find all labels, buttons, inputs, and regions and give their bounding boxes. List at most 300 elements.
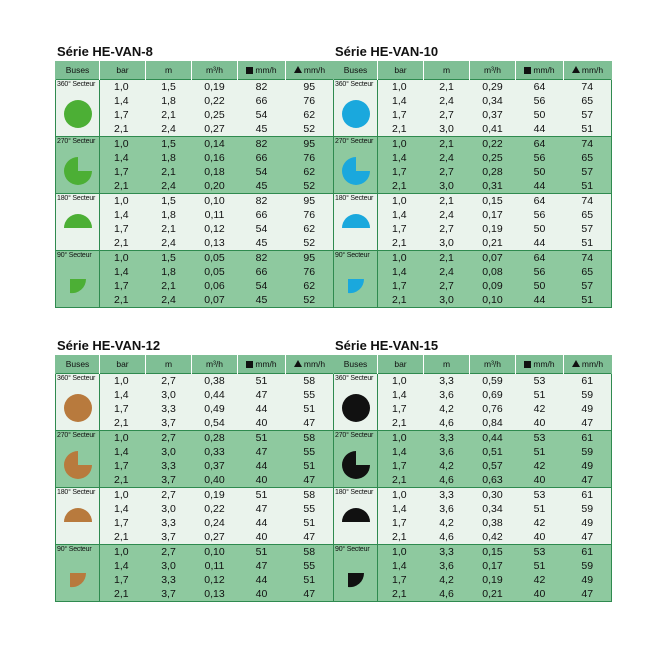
spec-table [333, 61, 612, 308]
table-cell: 0,84 [470, 416, 516, 431]
table-cell: 47 [564, 473, 612, 488]
table-cell: 58 [286, 545, 334, 560]
table-cell: 55 [286, 388, 334, 402]
column-header-label: mm/h [533, 65, 555, 75]
table-cell: 0,19 [192, 80, 238, 95]
table-cell: 45 [238, 179, 286, 194]
column-header [286, 61, 334, 80]
table-cell: 1,7 [378, 165, 424, 179]
column-header-label: m [164, 359, 173, 369]
table-cell: 56 [516, 94, 564, 108]
table-row [56, 374, 334, 389]
table-cell: 3,0 [146, 445, 192, 459]
table-cell: 2,1 [424, 80, 470, 95]
sector-cell [334, 488, 378, 545]
sector-cell [334, 431, 378, 488]
table-cell: 0,07 [470, 251, 516, 266]
column-header-label: Buses [343, 65, 368, 75]
table-cell: 0,40 [192, 473, 238, 488]
table-cell: 0,27 [192, 122, 238, 137]
table-cell: 4,6 [424, 530, 470, 545]
table-cell: 3,0 [146, 388, 192, 402]
table-cell: 1,0 [378, 488, 424, 503]
table-cell: 1,4 [378, 151, 424, 165]
table-cell: 1,7 [100, 516, 146, 530]
table-row [56, 251, 334, 266]
table-cell: 59 [564, 388, 612, 402]
table-cell: 51 [516, 388, 564, 402]
series-title: Série HE-VAN-15 [335, 338, 439, 353]
table-cell: 1,4 [100, 559, 146, 573]
sector-label: 180° Secteur [57, 195, 96, 202]
table-cell: 1,4 [378, 388, 424, 402]
column-header-label: bar [116, 65, 129, 75]
table-cell: 51 [238, 374, 286, 389]
sector-90-icon [341, 270, 371, 300]
table-cell: 51 [564, 293, 612, 308]
table-cell: 45 [238, 293, 286, 308]
table-cell: 1,0 [100, 251, 146, 266]
table-cell: 0,10 [192, 194, 238, 209]
spec-table [55, 355, 334, 602]
table-cell: 4,2 [424, 573, 470, 587]
table-cell: 65 [564, 94, 612, 108]
table-cell: 51 [564, 122, 612, 137]
table-cell: 0,25 [192, 108, 238, 122]
sector-shape [64, 100, 92, 128]
column-header [334, 355, 378, 374]
table-cell: 1,0 [378, 374, 424, 389]
sector-shape [348, 573, 364, 587]
table-cell: 4,2 [424, 459, 470, 473]
table-cell: 76 [286, 208, 334, 222]
table-cell: 51 [564, 236, 612, 251]
series-title: Série HE-VAN-10 [335, 44, 439, 59]
table-row [56, 488, 334, 503]
series-block [55, 337, 333, 602]
table-cell: 52 [286, 179, 334, 194]
table-cell: 65 [564, 208, 612, 222]
table-cell: 54 [238, 279, 286, 293]
sector-label: 180° Secteur [335, 489, 374, 496]
sector-cell [56, 431, 100, 488]
table-cell: 4,6 [424, 473, 470, 488]
table-cell: 64 [516, 251, 564, 266]
series-title: Série HE-VAN-8 [57, 44, 153, 59]
table-cell: 0,25 [470, 151, 516, 165]
table-cell: 51 [564, 179, 612, 194]
sector-cell [56, 251, 100, 308]
column-header [516, 355, 564, 374]
spec-table [333, 355, 612, 602]
table-cell: 1,4 [100, 502, 146, 516]
sector-label: 360° Secteur [335, 375, 374, 382]
table-cell: 66 [238, 151, 286, 165]
column-header [192, 61, 238, 80]
table-cell: 95 [286, 137, 334, 152]
table-cell: 56 [516, 208, 564, 222]
table-cell: 2,1 [100, 179, 146, 194]
column-header [100, 355, 146, 374]
table-cell: 4,2 [424, 516, 470, 530]
table-cell: 51 [238, 488, 286, 503]
column-header-label: m [442, 359, 451, 369]
table-cell: 1,4 [100, 208, 146, 222]
table-cell: 47 [564, 530, 612, 545]
table-cell: 0,17 [470, 208, 516, 222]
table-cell: 3,6 [424, 559, 470, 573]
table-cell: 1,0 [378, 431, 424, 446]
table-cell: 0,22 [470, 137, 516, 152]
table-cell: 44 [238, 402, 286, 416]
column-header [146, 61, 192, 80]
table-cell: 49 [564, 573, 612, 587]
column-header [286, 355, 334, 374]
table-cell: 47 [286, 587, 334, 602]
sector-cell [334, 545, 378, 602]
table-cell: 2,7 [424, 165, 470, 179]
table-cell: 47 [286, 530, 334, 545]
column-header [56, 61, 100, 80]
table-cell: 0,51 [470, 445, 516, 459]
table-cell: 1,0 [100, 431, 146, 446]
table-cell: 4,2 [424, 402, 470, 416]
sector-90-icon [63, 564, 93, 594]
table-cell: 45 [238, 122, 286, 137]
table-cell: 59 [564, 502, 612, 516]
sector-cell [56, 194, 100, 251]
table-cell: 2,1 [146, 222, 192, 236]
table-cell: 56 [516, 265, 564, 279]
table-cell: 0,20 [192, 179, 238, 194]
sector-cell [56, 374, 100, 431]
table-cell: 0,16 [192, 151, 238, 165]
table-cell: 40 [516, 587, 564, 602]
table-cell: 0,69 [470, 388, 516, 402]
table-cell: 0,15 [470, 194, 516, 209]
column-header-label: m³/h [484, 359, 501, 369]
table-cell: 40 [238, 416, 286, 431]
table-cell: 2,4 [146, 293, 192, 308]
sector-label: 270° Secteur [57, 138, 96, 145]
sector-shape [342, 451, 370, 479]
table-cell: 1,7 [100, 222, 146, 236]
table-cell: 62 [286, 222, 334, 236]
table-cell: 44 [238, 516, 286, 530]
table-cell: 0,24 [192, 516, 238, 530]
table-cell: 3,7 [146, 587, 192, 602]
table-cell: 1,7 [378, 222, 424, 236]
table-cell: 1,8 [146, 94, 192, 108]
table-cell: 2,1 [378, 179, 424, 194]
table-cell: 1,7 [378, 402, 424, 416]
table-cell: 1,7 [100, 108, 146, 122]
sector-label: 270° Secteur [57, 432, 96, 439]
table-cell: 2,4 [424, 94, 470, 108]
table-cell: 61 [564, 431, 612, 446]
table-cell: 0,12 [192, 222, 238, 236]
triangle-spacing-icon [572, 66, 580, 73]
table-cell: 50 [516, 108, 564, 122]
table-cell: 95 [286, 80, 334, 95]
table-cell: 0,21 [470, 236, 516, 251]
sector-shape [348, 279, 364, 293]
table-cell: 0,22 [192, 502, 238, 516]
table-cell: 40 [516, 416, 564, 431]
sector-shape [64, 508, 92, 522]
table-cell: 61 [564, 488, 612, 503]
table-row [334, 431, 612, 446]
column-header-label: bar [394, 359, 407, 369]
series-block [333, 337, 611, 602]
column-header [470, 61, 516, 80]
table-cell: 0,15 [470, 545, 516, 560]
table-cell: 56 [516, 151, 564, 165]
sector-180-icon [63, 507, 93, 537]
table-row [334, 374, 612, 389]
column-header-label: mm/h [303, 359, 326, 369]
sector-label: 180° Secteur [57, 489, 96, 496]
column-header [146, 355, 192, 374]
table-cell: 76 [286, 151, 334, 165]
table-cell: 0,10 [192, 545, 238, 560]
table-cell: 50 [516, 279, 564, 293]
table-cell: 74 [564, 137, 612, 152]
sector-label: 90° Secteur [335, 252, 370, 259]
sector-label: 360° Secteur [335, 81, 374, 88]
table-cell: 0,05 [192, 251, 238, 266]
table-cell: 57 [564, 222, 612, 236]
table-cell: 2,7 [424, 108, 470, 122]
column-header [334, 61, 378, 80]
table-cell: 0,12 [192, 573, 238, 587]
table-row [334, 80, 612, 95]
table-cell: 0,28 [470, 165, 516, 179]
table-cell: 2,7 [146, 431, 192, 446]
table-cell: 2,1 [100, 416, 146, 431]
table-cell: 47 [286, 416, 334, 431]
table-cell: 0,31 [470, 179, 516, 194]
table-cell: 65 [564, 265, 612, 279]
table-cell: 2,1 [100, 473, 146, 488]
table-cell: 0,21 [470, 587, 516, 602]
table-cell: 1,4 [378, 559, 424, 573]
table-cell: 0,63 [470, 473, 516, 488]
sector-360-icon [63, 99, 93, 129]
table-cell: 0,05 [192, 265, 238, 279]
table-cell: 44 [516, 293, 564, 308]
table-cell: 2,1 [146, 279, 192, 293]
table-cell: 2,1 [378, 416, 424, 431]
table-cell: 0,44 [470, 431, 516, 446]
table-cell: 52 [286, 293, 334, 308]
table-cell: 0,44 [192, 388, 238, 402]
column-header [378, 61, 424, 80]
table-cell: 51 [516, 559, 564, 573]
table-cell: 76 [286, 94, 334, 108]
table-cell: 2,1 [100, 236, 146, 251]
table-cell: 51 [286, 459, 334, 473]
table-cell: 76 [286, 265, 334, 279]
sector-180-icon [341, 507, 371, 537]
table-cell: 2,7 [146, 545, 192, 560]
table-cell: 3,3 [424, 545, 470, 560]
table-cell: 1,0 [378, 545, 424, 560]
column-header [424, 355, 470, 374]
table-cell: 2,4 [146, 236, 192, 251]
table-cell: 2,4 [146, 122, 192, 137]
table-cell: 0,57 [470, 459, 516, 473]
sector-cell [334, 374, 378, 431]
triangle-spacing-icon [294, 66, 302, 73]
table-cell: 1,5 [146, 251, 192, 266]
table-cell: 2,1 [378, 530, 424, 545]
table-cell: 0,49 [192, 402, 238, 416]
table-cell: 0,06 [192, 279, 238, 293]
table-cell: 52 [286, 236, 334, 251]
sector-cell [334, 251, 378, 308]
header-row [56, 355, 334, 374]
table-cell: 66 [238, 208, 286, 222]
table-cell: 0,37 [192, 459, 238, 473]
table-cell: 2,4 [146, 179, 192, 194]
table-cell: 51 [516, 445, 564, 459]
table-cell: 49 [564, 459, 612, 473]
table-cell: 1,4 [100, 151, 146, 165]
table-cell: 2,1 [378, 293, 424, 308]
table-cell: 2,4 [424, 265, 470, 279]
sector-shape [64, 394, 92, 422]
table-cell: 3,0 [424, 179, 470, 194]
table-cell: 0,54 [192, 416, 238, 431]
table-row [334, 194, 612, 209]
table-cell: 1,4 [378, 265, 424, 279]
table-cell: 50 [516, 165, 564, 179]
table-cell: 3,3 [424, 431, 470, 446]
square-spacing-icon [246, 67, 253, 74]
table-cell: 0,33 [192, 445, 238, 459]
triangle-spacing-icon [294, 360, 302, 367]
table-cell: 3,6 [424, 445, 470, 459]
table-cell: 1,0 [100, 374, 146, 389]
table-cell: 2,1 [378, 587, 424, 602]
column-header-label: Buses [65, 65, 90, 75]
table-cell: 1,5 [146, 80, 192, 95]
sector-shape [70, 279, 86, 293]
table-cell: 1,4 [378, 94, 424, 108]
table-cell: 58 [286, 431, 334, 446]
table-cell: 1,0 [100, 80, 146, 95]
table-cell: 1,4 [100, 388, 146, 402]
table-cell: 65 [564, 151, 612, 165]
table-row [56, 194, 334, 209]
sector-cell [56, 545, 100, 602]
table-cell: 44 [516, 179, 564, 194]
table-cell: 0,13 [192, 587, 238, 602]
table-cell: 58 [286, 488, 334, 503]
table-cell: 1,0 [378, 251, 424, 266]
table-cell: 1,4 [378, 445, 424, 459]
table-cell: 1,0 [100, 488, 146, 503]
sector-label: 270° Secteur [335, 432, 374, 439]
sector-270-icon [341, 450, 371, 480]
table-cell: 51 [286, 573, 334, 587]
table-cell: 95 [286, 251, 334, 266]
table-cell: 0,13 [192, 236, 238, 251]
table-cell: 64 [516, 194, 564, 209]
table-cell: 3,7 [146, 473, 192, 488]
sector-270-icon [63, 450, 93, 480]
table-cell: 51 [286, 516, 334, 530]
sector-shape [342, 157, 370, 185]
table-cell: 1,4 [378, 208, 424, 222]
table-cell: 0,37 [470, 108, 516, 122]
sector-90-icon [341, 564, 371, 594]
table-cell: 1,7 [378, 573, 424, 587]
table-cell: 3,3 [424, 488, 470, 503]
table-cell: 74 [564, 251, 612, 266]
table-cell: 4,6 [424, 587, 470, 602]
table-cell: 1,4 [378, 502, 424, 516]
table-cell: 3,0 [146, 559, 192, 573]
table-cell: 95 [286, 194, 334, 209]
table-row [334, 488, 612, 503]
table-cell: 1,7 [378, 108, 424, 122]
table-cell: 55 [286, 502, 334, 516]
table-cell: 51 [516, 502, 564, 516]
table-cell: 49 [564, 516, 612, 530]
spec-table [55, 61, 334, 308]
sector-cell [56, 137, 100, 194]
sector-180-icon [63, 213, 93, 243]
table-cell: 3,6 [424, 388, 470, 402]
table-cell: 2,7 [146, 488, 192, 503]
table-cell: 2,1 [100, 530, 146, 545]
column-header [516, 61, 564, 80]
column-header-label: bar [394, 65, 407, 75]
sector-cell [56, 80, 100, 137]
table-cell: 1,7 [100, 402, 146, 416]
sector-90-icon [63, 270, 93, 300]
table-cell: 53 [516, 431, 564, 446]
table-cell: 3,6 [424, 502, 470, 516]
table-cell: 47 [238, 559, 286, 573]
table-cell: 1,0 [378, 194, 424, 209]
sector-label: 360° Secteur [57, 81, 96, 88]
table-cell: 44 [516, 236, 564, 251]
column-header-label: Buses [343, 359, 368, 369]
table-cell: 57 [564, 165, 612, 179]
table-cell: 58 [286, 374, 334, 389]
table-cell: 50 [516, 222, 564, 236]
table-cell: 0,59 [470, 374, 516, 389]
table-cell: 2,1 [146, 165, 192, 179]
table-cell: 1,0 [378, 80, 424, 95]
column-header [238, 355, 286, 374]
series-block [55, 43, 333, 308]
table-cell: 1,4 [100, 265, 146, 279]
table-cell: 1,7 [100, 279, 146, 293]
table-cell: 0,19 [192, 488, 238, 503]
series-block [333, 43, 611, 308]
table-cell: 0,19 [470, 573, 516, 587]
table-cell: 47 [286, 473, 334, 488]
table-cell: 2,1 [424, 251, 470, 266]
column-header-label: m [442, 65, 451, 75]
table-cell: 1,5 [146, 137, 192, 152]
table-cell: 2,4 [424, 208, 470, 222]
table-cell: 0,42 [470, 530, 516, 545]
